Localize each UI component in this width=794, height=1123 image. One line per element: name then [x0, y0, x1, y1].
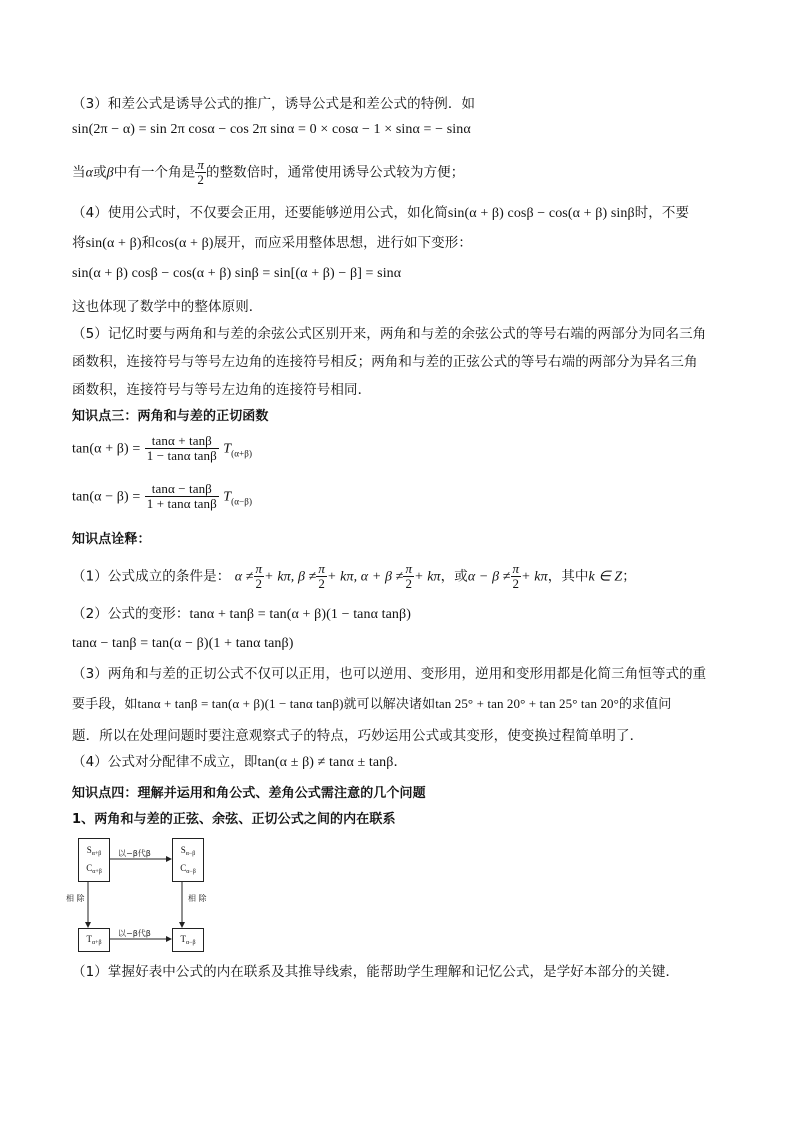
section-heading-4: 知识点四：理解并运用和角公式、差角公式需注意的几个问题: [72, 786, 426, 801]
box-sin-cos-diff: $S_{\alpha-\beta}$ $C_{\alpha-\beta}$: [172, 838, 204, 882]
tan-sum-formula: tan(α + β) = $\frac{\tan\alpha + \tan\beta}{\text{1 − tanα tanβ}}$ $T_{(\alpha+\beta)}$: [72, 433, 253, 463]
section-heading-3: 知识点三：两角和与差的正切函数: [72, 409, 269, 424]
label-bottom-arrow: 以−β代β: [118, 929, 151, 938]
paragraph-5-line3: 函数积，连接符号与等号左边角的连接符号相同．: [72, 382, 372, 398]
induction-example-formula: sin(2π − α) = sin 2π cosα − cos 2π sinα = 0 × cosα − 1 × sinα = − sinα: [72, 122, 471, 137]
condition-3-line1: （3）两角和与差的正切公式不仅可以正用，也可以逆用、变形用，逆用和变形用都是化简三角恒等式的重: [72, 666, 707, 682]
paragraph-3-line1: （3）和差公式是诱导公式的推广，诱导公式是和差公式的特例．如: [72, 96, 476, 112]
condition-4-line: （4）公式对分配律不成立，即tan(α ± β) ≠ tanα ± tanβ．: [72, 754, 408, 770]
final-paragraph: （1）掌握好表中公式的内在联系及其推导线索，能帮助学生理解和记忆公式，是学好本部分的关键．: [72, 964, 680, 980]
box-tan-diff: $T_{\alpha-\beta}$: [172, 928, 204, 952]
paragraph-4-line2: 将sin(α + β)和cos(α + β)展开，而应采用整体思想，进行如下变形：: [72, 235, 472, 251]
label-left-divide: 相 除: [66, 894, 85, 903]
condition-2-line1: （2）公式的变形：tanα + tanβ = tan(α + β)(1 − tanα tanβ): [72, 606, 412, 622]
pi-over-2-fraction: $\frac{\pi}{2}$: [197, 157, 204, 187]
explanation-heading: 知识点诠释：: [72, 532, 151, 547]
condition-2-line2: tanα − tanβ = tan(α − β)(1 + tanα tanβ): [72, 636, 294, 651]
condition-1-line: （1）公式成立的条件是： α ≠ $\frac{\pi}{2}$ + kπ, β ≠ $\frac{\pi}{2}$ + kπ, α + β ≠ $\frac{\pi}{2}$ + kπ，或α − β ≠ $\frac{\pi}{2}$ + kπ，其中k ∈ Z；: [72, 561, 636, 591]
formula-relation-diagram: [66, 838, 218, 956]
paragraph-3-line3: 当α或β中有一个角是 $\frac{\pi}{2}$ 的整数倍时，通常使用诱导公式较为方便；: [72, 157, 465, 187]
label-top-arrow: 以−β代β: [118, 849, 151, 858]
tan-diff-formula: tan(α − β) = $\frac{\tan\alpha - \tan\beta}{\text{1 + tanα tanβ}}$ $T_{(\alpha-\beta)}$: [72, 481, 253, 511]
condition-3-line3: 题．所以在处理问题时要注意观察式子的特点，巧妙运用公式或其变形，使变换过程简单明了．: [72, 728, 644, 744]
integral-transform-formula: sin(α + β) cosβ − cos(α + β) sinβ = sin[(α + β) − β] = sinα: [72, 266, 402, 281]
label-right-divide: 相 除: [188, 894, 207, 903]
paragraph-4-line1: （4）使用公式时，不仅要会正用，还要能够逆用公式，如化简sin(α + β) cosβ − cos(α + β) sinβ时，不要: [72, 205, 690, 221]
paragraph-4-line4: 这也体现了数学中的整体原则．: [72, 299, 263, 315]
subheading-4-1: 1、两角和与差的正弦、余弦、正切公式之间的内在联系: [72, 812, 396, 827]
box-sin-cos-sum: $S_{\alpha+\beta}$ $C_{\alpha+\beta}$: [78, 838, 110, 882]
box-tan-sum: $T_{\alpha+\beta}$: [78, 928, 110, 952]
condition-3-line2: 要手段，如tanα + tanβ = tan(α + β)(1 − tanα tanβ)就可以解决诸如tan 25° + tan 20° + tan 25° tan 20°的求值问: [72, 696, 672, 712]
paragraph-5-line2: 函数积，连接符号与等号左边角的连接符号相反；两角和与差的正弦公式的等号右端的两部分为异名三角: [72, 354, 698, 370]
paragraph-5-line1: （5）记忆时要与两角和与差的余弦公式区别开来，两角和与差的余弦公式的等号右端的两部分为同名三角: [72, 326, 707, 342]
